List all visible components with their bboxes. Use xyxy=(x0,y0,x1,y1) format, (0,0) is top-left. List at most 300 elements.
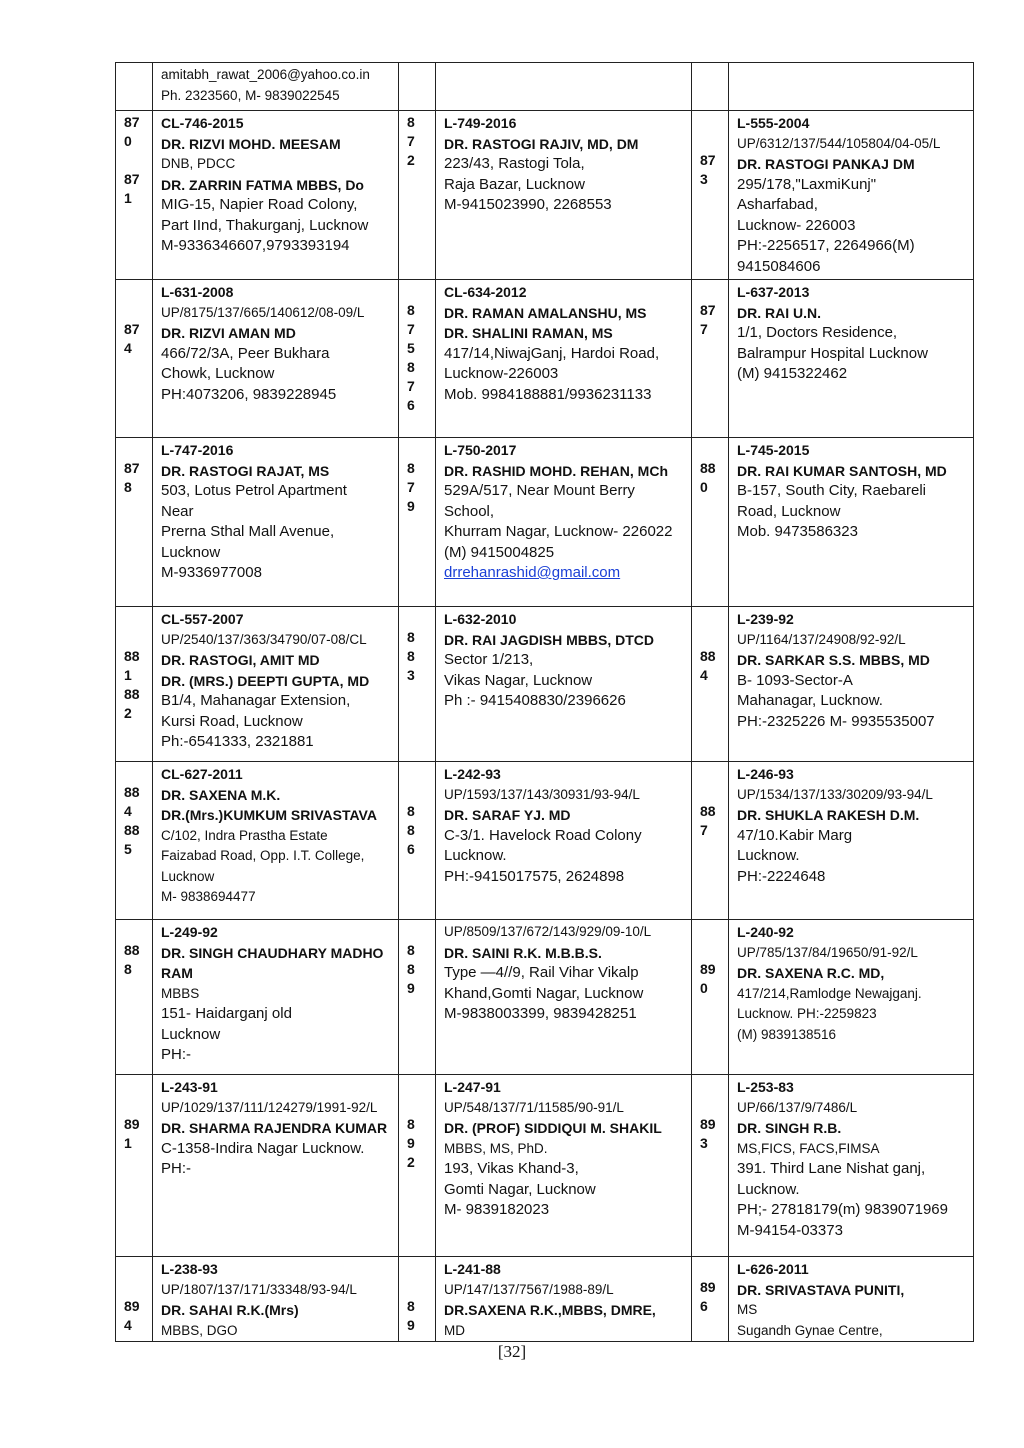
entry-heading: DR. SHALINI RAMAN, MS xyxy=(444,325,613,341)
entry-heading: DR. SAXENA M.K. xyxy=(161,786,281,803)
serial-number-cell xyxy=(399,607,436,762)
serial-number-part: 88 xyxy=(124,686,140,702)
serial-number-part: 8 xyxy=(407,629,415,645)
entry-line: 417/14,NiwajGanj, Hardoi Road, xyxy=(444,344,660,362)
serial-number-part: 87 xyxy=(124,114,140,130)
entry-heading: DR. RAI U.N. xyxy=(737,304,821,321)
serial-number-part xyxy=(124,151,152,170)
entry-line: 529A/517, Near Mount Berry xyxy=(444,482,635,499)
entry-line: (M) 9415004825 xyxy=(444,543,555,561)
entry-line: UP/785/137/84/19650/91-92/L xyxy=(737,944,918,960)
entry-line: M-9336346607,9793393194 xyxy=(161,237,350,254)
serial-number-cell xyxy=(692,63,729,111)
entry-line: UP/2540/137/363/34790/07-08/CL xyxy=(161,631,367,647)
entry-line: Sector 1/213, xyxy=(444,651,534,668)
serial-number-part: 6 xyxy=(407,397,415,413)
entry-heading: RAM xyxy=(161,965,193,981)
serial-number-part: 9 xyxy=(407,498,415,514)
serial-number-cell xyxy=(692,1257,729,1342)
serial-number-part: 87 xyxy=(124,171,140,187)
serial-number-part: 8 xyxy=(407,942,415,958)
entry-cell xyxy=(436,1075,692,1257)
entry-line: Balrampur Hospital Lucknow xyxy=(737,344,928,362)
entry-heading: L-555-2004 xyxy=(737,115,810,131)
serial-number-part xyxy=(700,764,728,783)
serial-number-part xyxy=(124,282,152,301)
table-row xyxy=(116,1075,974,1257)
serial-number-part: 9 xyxy=(407,1317,415,1333)
entry-heading: DR. RIZVI AMAN MD xyxy=(161,325,296,341)
table-row xyxy=(116,762,974,920)
entry-line: UP/1593/137/143/30931/93-94/L xyxy=(444,786,640,802)
serial-number-part: 7 xyxy=(700,822,708,838)
entry-line: PH:-2325226 M- 9935535007 xyxy=(737,712,935,730)
entry-line: Prerna Sthal Mall Avenue, xyxy=(161,523,335,540)
entry-heading: L-249-92 xyxy=(161,924,218,940)
serial-number-part: 8 xyxy=(407,1298,415,1314)
entry-heading: DR. SHARMA RAJENDRA KUMAR xyxy=(161,1120,388,1136)
serial-number-part: 8 xyxy=(407,822,415,838)
serial-number-part: 89 xyxy=(700,1279,716,1295)
entry-line: UP/8175/137/665/140612/08-09/L xyxy=(161,304,365,320)
serial-number-cell xyxy=(116,111,153,280)
entry-line: PH:- xyxy=(161,1046,191,1063)
entry-line: C-3/1. Havelock Road Colony xyxy=(444,826,642,844)
directory-table xyxy=(115,62,974,1342)
entry-heading: DR. SAHAI R.K.(Mrs) xyxy=(161,1302,299,1318)
serial-number-part: 8 xyxy=(124,961,132,977)
table-row xyxy=(116,438,974,607)
entry-heading: L-626-2011 xyxy=(737,1261,809,1277)
entry-cell xyxy=(436,280,692,438)
entry-line: UP/147/137/7567/1988-89/L xyxy=(444,1281,614,1297)
entry-line: 223/43, Rastogi Tola, xyxy=(444,155,585,172)
serial-number-part xyxy=(407,440,435,459)
serial-number-part: 88 xyxy=(124,784,140,800)
serial-number-part xyxy=(407,1096,435,1115)
serial-number-part: 7 xyxy=(700,321,708,337)
entry-line: Chowk, Lucknow xyxy=(161,365,275,382)
entry-line: Faizabad Road, Opp. I.T. College, xyxy=(161,848,365,863)
entry-cell xyxy=(153,111,399,280)
entry-line: MBBS xyxy=(161,985,200,1001)
serial-number-part xyxy=(407,1259,435,1278)
entry-heading: CL-634-2012 xyxy=(444,284,527,300)
entry-line: M-9415023990, 2268553 xyxy=(444,196,612,213)
entry-line: (M) 9839138516 xyxy=(737,1026,837,1042)
serial-number-cell xyxy=(692,280,729,438)
entry-line: 295/178,"LaxmiKunj" xyxy=(737,175,877,193)
serial-number-cell xyxy=(116,438,153,607)
serial-number-part: 0 xyxy=(700,479,708,495)
table-row xyxy=(116,280,974,438)
entry-line: Lucknow- 226003 xyxy=(737,216,856,234)
serial-number-part: 1 xyxy=(124,667,132,683)
entry-line: Lucknow xyxy=(161,1025,221,1043)
entry-line: Khurram Nagar, Lucknow- 226022 xyxy=(444,523,673,540)
serial-number-cell xyxy=(116,63,153,111)
serial-number-part xyxy=(124,1259,152,1278)
serial-number-part xyxy=(407,764,435,783)
serial-number-part xyxy=(124,1278,152,1297)
page-number: [32] xyxy=(497,1342,527,1361)
entry-line: UP/6312/137/544/105804/04-05/L xyxy=(737,135,941,151)
serial-number-cell xyxy=(116,607,153,762)
serial-number-part xyxy=(700,1096,728,1115)
entry-cell xyxy=(436,63,692,111)
serial-number-cell xyxy=(399,920,436,1075)
serial-number-part xyxy=(700,922,728,941)
entry-line: Lucknow. xyxy=(737,1180,800,1198)
entry-line: Khand,Gomti Nagar, Lucknow xyxy=(444,984,644,1002)
entry-line: Ph :- 9415408830/2396626 xyxy=(444,692,626,709)
serial-number-part xyxy=(700,1259,728,1278)
entry-line: PH:-2256517, 2264966(M) xyxy=(737,237,915,254)
serial-number-cell xyxy=(692,438,729,607)
entry-line: B1/4, Mahanagar Extension, xyxy=(161,692,351,709)
serial-number-part xyxy=(124,301,152,320)
serial-number-part xyxy=(700,783,728,802)
serial-number-part: 4 xyxy=(124,340,132,356)
serial-number-part xyxy=(700,1077,728,1096)
serial-number-cell xyxy=(399,280,436,438)
serial-number-part xyxy=(407,1278,435,1297)
serial-number-part: 9 xyxy=(407,980,415,996)
entry-heading: CL-627-2011 xyxy=(161,766,243,782)
entry-cell xyxy=(729,438,974,607)
serial-number-part xyxy=(407,922,435,941)
entry-cell xyxy=(436,1257,692,1342)
serial-number-part: 6 xyxy=(700,1298,708,1314)
serial-number-part xyxy=(407,783,435,802)
serial-number-part: 87 xyxy=(124,321,140,337)
entry-line: Part IInd, Thakurganj, Lucknow xyxy=(161,216,369,234)
serial-number-part: 1 xyxy=(124,1135,132,1151)
serial-number-part: 8 xyxy=(407,114,415,130)
serial-number-part xyxy=(407,1077,435,1096)
entry-line: MBBS, MS, PhD. xyxy=(444,1140,548,1156)
serial-number-part xyxy=(407,609,435,628)
serial-number-cell xyxy=(399,111,436,280)
serial-number-part xyxy=(124,764,152,783)
entry-heading: DR. ZARRIN FATMA MBBS, Do xyxy=(161,176,364,193)
serial-number-part: 3 xyxy=(700,171,708,187)
serial-number-part: 4 xyxy=(124,1317,132,1333)
serial-number-part: 8 xyxy=(407,803,415,819)
entry-heading: L-238-93 xyxy=(161,1261,218,1277)
entry-line: (M) 9415322462 xyxy=(737,365,848,382)
serial-number-part xyxy=(700,628,728,647)
entry-line: 391. Third Lane Nishat ganj, xyxy=(737,1160,926,1177)
entry-heading: DR. SHUKLA RAKESH D.M. xyxy=(737,807,920,823)
serial-number-part: 1 xyxy=(124,190,132,206)
serial-number-part: 8 xyxy=(407,961,415,977)
entry-line: Lucknow xyxy=(161,543,221,561)
serial-number-part: 88 xyxy=(700,460,716,476)
entry-cell xyxy=(153,438,399,607)
entry-line: School, xyxy=(444,502,495,520)
serial-number-part: 2 xyxy=(407,152,415,168)
entry-cell xyxy=(153,1257,399,1342)
serial-number-part xyxy=(700,282,728,301)
entry-cell xyxy=(729,111,974,280)
entry-line: Lucknow xyxy=(161,868,215,884)
serial-number-part: 88 xyxy=(700,803,716,819)
serial-number-part: 0 xyxy=(124,133,132,149)
entry-line: 9415084606 xyxy=(737,257,821,275)
entry-line: amitabh_rawat_2006@yahoo.co.in xyxy=(161,67,370,82)
serial-number-part xyxy=(124,1096,152,1115)
entry-cell xyxy=(436,438,692,607)
entry-line: PH;- 27818179(m) 9839071969 xyxy=(737,1201,948,1218)
entry-heading: L-749-2016 xyxy=(444,115,517,131)
serial-number-part: 89 xyxy=(124,1116,140,1132)
serial-number-part: 89 xyxy=(124,1298,140,1314)
entry-heading: DR. SAXENA R.C. MD, xyxy=(737,965,885,981)
entry-cell xyxy=(729,1257,974,1342)
serial-number-part: 88 xyxy=(124,942,140,958)
entry-line: C/102, Indra Prastha Estate xyxy=(161,827,328,843)
serial-number-part xyxy=(700,440,728,459)
entry-heading: L-240-92 xyxy=(737,924,794,940)
entry-heading: DR. (PROF) SIDDIQUI M. SHAKIL xyxy=(444,1120,662,1136)
serial-number-part: 7 xyxy=(407,378,415,394)
serial-number-part: 5 xyxy=(124,841,132,857)
serial-number-cell xyxy=(692,762,729,920)
serial-number-part xyxy=(700,941,728,960)
entry-cell xyxy=(729,63,974,111)
entry-line: M-9336977008 xyxy=(161,564,262,581)
entry-line: 193, Vikas Khand-3, xyxy=(444,1160,579,1177)
entry-heading: DR. RAMAN AMALANSHU, MS xyxy=(444,304,647,321)
table-row xyxy=(116,1257,974,1342)
entry-heading: L-241-88 xyxy=(444,1261,501,1277)
entry-heading: DR. SINGH CHAUDHARY MADHO xyxy=(161,944,384,961)
entry-line: UP/1534/137/133/30209/93-94/L xyxy=(737,786,933,802)
entry-line: UP/1029/137/111/124279/1991-92/L xyxy=(161,1099,378,1115)
entry-heading: L-253-83 xyxy=(737,1079,794,1095)
entry-line: Sugandh Gynae Centre, xyxy=(737,1322,883,1338)
entry-heading: DR.SAXENA R.K.,MBBS, DMRE, xyxy=(444,1302,656,1318)
entry-heading: DR. SARAF YJ. MD xyxy=(444,807,571,823)
entry-line: PH:- xyxy=(161,1160,191,1177)
entry-line: MS,FICS, FACS,FIMSA xyxy=(737,1140,880,1156)
serial-number-part: 8 xyxy=(407,1116,415,1132)
entry-cell xyxy=(153,762,399,920)
serial-number-cell xyxy=(692,111,729,280)
entry-line: 151- Haidarganj old xyxy=(161,1005,292,1022)
serial-number-part: 8 xyxy=(407,460,415,476)
directory-body xyxy=(116,63,974,1342)
table-row xyxy=(116,920,974,1075)
entry-heading: DR. SARKAR S.S. MBBS, MD xyxy=(737,652,930,668)
serial-number-cell xyxy=(399,1257,436,1342)
table-row xyxy=(116,111,974,280)
entry-cell xyxy=(153,607,399,762)
serial-number-cell xyxy=(116,280,153,438)
entry-line: Road, Lucknow xyxy=(737,502,841,520)
serial-number-part: 5 xyxy=(407,340,415,356)
entry-line: Lucknow. PH:-2259823 xyxy=(737,1006,877,1021)
entry-line: Mob. 9473586323 xyxy=(737,523,858,540)
serial-number-cell xyxy=(116,920,153,1075)
entry-line: 466/72/3A, Peer Bukhara xyxy=(161,344,330,362)
entry-cell xyxy=(153,1075,399,1257)
serial-number-part: 4 xyxy=(700,667,708,683)
entry-line: UP/8509/137/672/143/929/09-10/L xyxy=(444,924,652,939)
serial-number-part: 88 xyxy=(124,648,140,664)
serial-number-part xyxy=(124,609,152,628)
serial-number-part: 2 xyxy=(407,1154,415,1170)
entry-line: UP/1164/137/24908/92-92/L xyxy=(737,631,906,647)
entry-heading: DR. RAI KUMAR SANTOSH, MD xyxy=(737,462,947,479)
entry-cell xyxy=(729,1075,974,1257)
serial-number-part xyxy=(700,132,728,151)
entry-line: 417/214,Ramlodge Newajganj. xyxy=(737,985,922,1001)
serial-number-cell xyxy=(692,920,729,1075)
serial-number-cell xyxy=(692,1075,729,1257)
serial-number-part: 8 xyxy=(124,479,132,495)
entry-line: PH:4073206, 9839228945 xyxy=(161,385,337,403)
entry-heading: L-750-2017 xyxy=(444,442,517,458)
serial-number-cell xyxy=(116,762,153,920)
entry-heading: L-745-2015 xyxy=(737,442,810,458)
serial-number-part: 8 xyxy=(407,359,415,375)
serial-number-part: 87 xyxy=(124,460,140,476)
entry-heading: L-247-91 xyxy=(444,1079,501,1095)
entry-heading: L-246-93 xyxy=(737,766,794,782)
entry-cell xyxy=(153,63,399,111)
entry-line: Ph:-6541333, 2321881 xyxy=(161,733,314,750)
entry-line: M- 9838694477 xyxy=(161,889,256,904)
entry-heading: DR. SRIVASTAVA PUNITI, xyxy=(737,1281,905,1298)
entry-line: Lucknow. xyxy=(737,847,800,864)
serial-number-part: 4 xyxy=(124,803,132,819)
entry-line: Near xyxy=(161,502,194,520)
serial-number-part: 8 xyxy=(407,302,415,318)
entry-line: Mahanagar, Lucknow. xyxy=(737,692,883,709)
entry-cell xyxy=(729,762,974,920)
entry-heading: DR. (MRS.) DEEPTI GUPTA, MD xyxy=(161,672,370,689)
email-link[interactable]: drrehanrashid@gmail.com xyxy=(444,564,621,581)
entry-cell xyxy=(436,607,692,762)
serial-number-cell xyxy=(399,1075,436,1257)
serial-number-cell xyxy=(399,438,436,607)
serial-number-part: 87 xyxy=(700,152,716,168)
entry-heading: L-747-2016 xyxy=(161,442,234,458)
entry-line: Lucknow-226003 xyxy=(444,365,559,382)
serial-number-part: 7 xyxy=(407,479,415,495)
serial-number-part: 2 xyxy=(124,705,132,721)
table-row xyxy=(116,607,974,762)
entry-cell xyxy=(729,280,974,438)
serial-number-part: 3 xyxy=(700,1135,708,1151)
entry-line: PH:-2224648 xyxy=(737,867,826,885)
entry-line: PH:-9415017575, 2624898 xyxy=(444,867,625,885)
serial-number-part: 7 xyxy=(407,133,415,149)
serial-number-part: 88 xyxy=(124,822,140,838)
entry-cell xyxy=(153,920,399,1075)
entry-heading: L-243-91 xyxy=(161,1079,218,1095)
serial-number-part xyxy=(407,282,435,301)
entry-heading: DR. RASTOGI RAJIV, MD, DM xyxy=(444,135,639,152)
entry-line: MS xyxy=(737,1302,758,1317)
serial-number-part: 9 xyxy=(407,1135,415,1151)
entry-heading: CL-557-2007 xyxy=(161,611,244,627)
entry-heading: L-242-93 xyxy=(444,766,501,782)
entry-line: M- 9839182023 xyxy=(444,1201,550,1218)
entry-heading: DR. RASTOGI, AMIT MD xyxy=(161,652,320,668)
entry-heading: CL-746-2015 xyxy=(161,115,244,131)
entry-line: Vikas Nagar, Lucknow xyxy=(444,671,593,689)
entry-line: Lucknow. xyxy=(444,847,507,864)
serial-number-part: 6 xyxy=(407,841,415,857)
entry-heading: DR. SAINI R.K. M.B.B.S. xyxy=(444,944,602,961)
serial-number-part: 89 xyxy=(700,1116,716,1132)
serial-number-part xyxy=(700,609,728,628)
entry-line: DNB, PDCC xyxy=(161,156,236,171)
serial-number-cell xyxy=(116,1257,153,1342)
entry-line: UP/1807/137/171/33348/93-94/L xyxy=(161,1281,357,1297)
serial-number-part xyxy=(124,922,152,941)
entry-heading: DR. SINGH R.B. xyxy=(737,1120,842,1136)
serial-number-part xyxy=(124,1077,152,1096)
entry-line: UP/66/137/9/7486/L xyxy=(737,1099,858,1115)
entry-line: C-1358-Indira Nagar Lucknow. xyxy=(161,1139,365,1157)
entry-line: MBBS, DGO xyxy=(161,1322,238,1338)
entry-line: 1/1, Doctors Residence, xyxy=(737,324,898,341)
serial-number-part xyxy=(124,440,152,459)
serial-number-part: 3 xyxy=(407,667,415,683)
entry-heading: L-637-2013 xyxy=(737,284,810,300)
entry-line: 503, Lotus Petrol Apartment xyxy=(161,482,347,499)
serial-number-part: 89 xyxy=(700,961,716,977)
entry-heading: DR. RASHID MOHD. REHAN, MCh xyxy=(444,462,668,479)
serial-number-part xyxy=(700,113,728,132)
serial-number-cell xyxy=(399,762,436,920)
serial-number-cell xyxy=(116,1075,153,1257)
entry-line: M-94154-03373 xyxy=(737,1221,843,1239)
entry-cell xyxy=(436,762,692,920)
serial-number-part xyxy=(124,628,152,647)
entry-heading: DR. RASTOGI PANKAJ DM xyxy=(737,156,915,172)
entry-line: Mob. 9984188881/9936231133 xyxy=(444,385,652,403)
entry-line: MD xyxy=(444,1322,465,1338)
entry-line: Ph. 2323560, M- 9839022545 xyxy=(161,87,340,103)
serial-number-cell xyxy=(399,63,436,111)
entry-cell xyxy=(153,280,399,438)
entry-heading: DR. RAI JAGDISH MBBS, DTCD xyxy=(444,631,655,648)
entry-heading: DR. RIZVI MOHD. MEESAM xyxy=(161,135,341,152)
entry-line: B- 1093-Sector-A xyxy=(737,671,853,689)
entry-cell xyxy=(436,920,692,1075)
entry-cell xyxy=(729,607,974,762)
entry-heading: L-239-92 xyxy=(737,611,794,627)
serial-number-part: 7 xyxy=(407,321,415,337)
entry-cell xyxy=(729,920,974,1075)
table-row xyxy=(116,63,974,111)
entry-heading: DR. RASTOGI RAJAT, MS xyxy=(161,462,330,479)
entry-line: B-157, South City, Raebareli xyxy=(737,482,926,499)
entry-line: MIG-15, Napier Road Colony, xyxy=(161,196,358,213)
entry-line: 47/10.Kabir Marg xyxy=(737,826,853,844)
entry-heading: L-631-2008 xyxy=(161,284,234,300)
serial-number-part: 8 xyxy=(407,648,415,664)
serial-number-part: 88 xyxy=(700,648,716,664)
entry-line: Gomti Nagar, Lucknow xyxy=(444,1180,596,1198)
entry-line: Asharfabad, xyxy=(737,196,818,213)
serial-number-cell xyxy=(692,607,729,762)
